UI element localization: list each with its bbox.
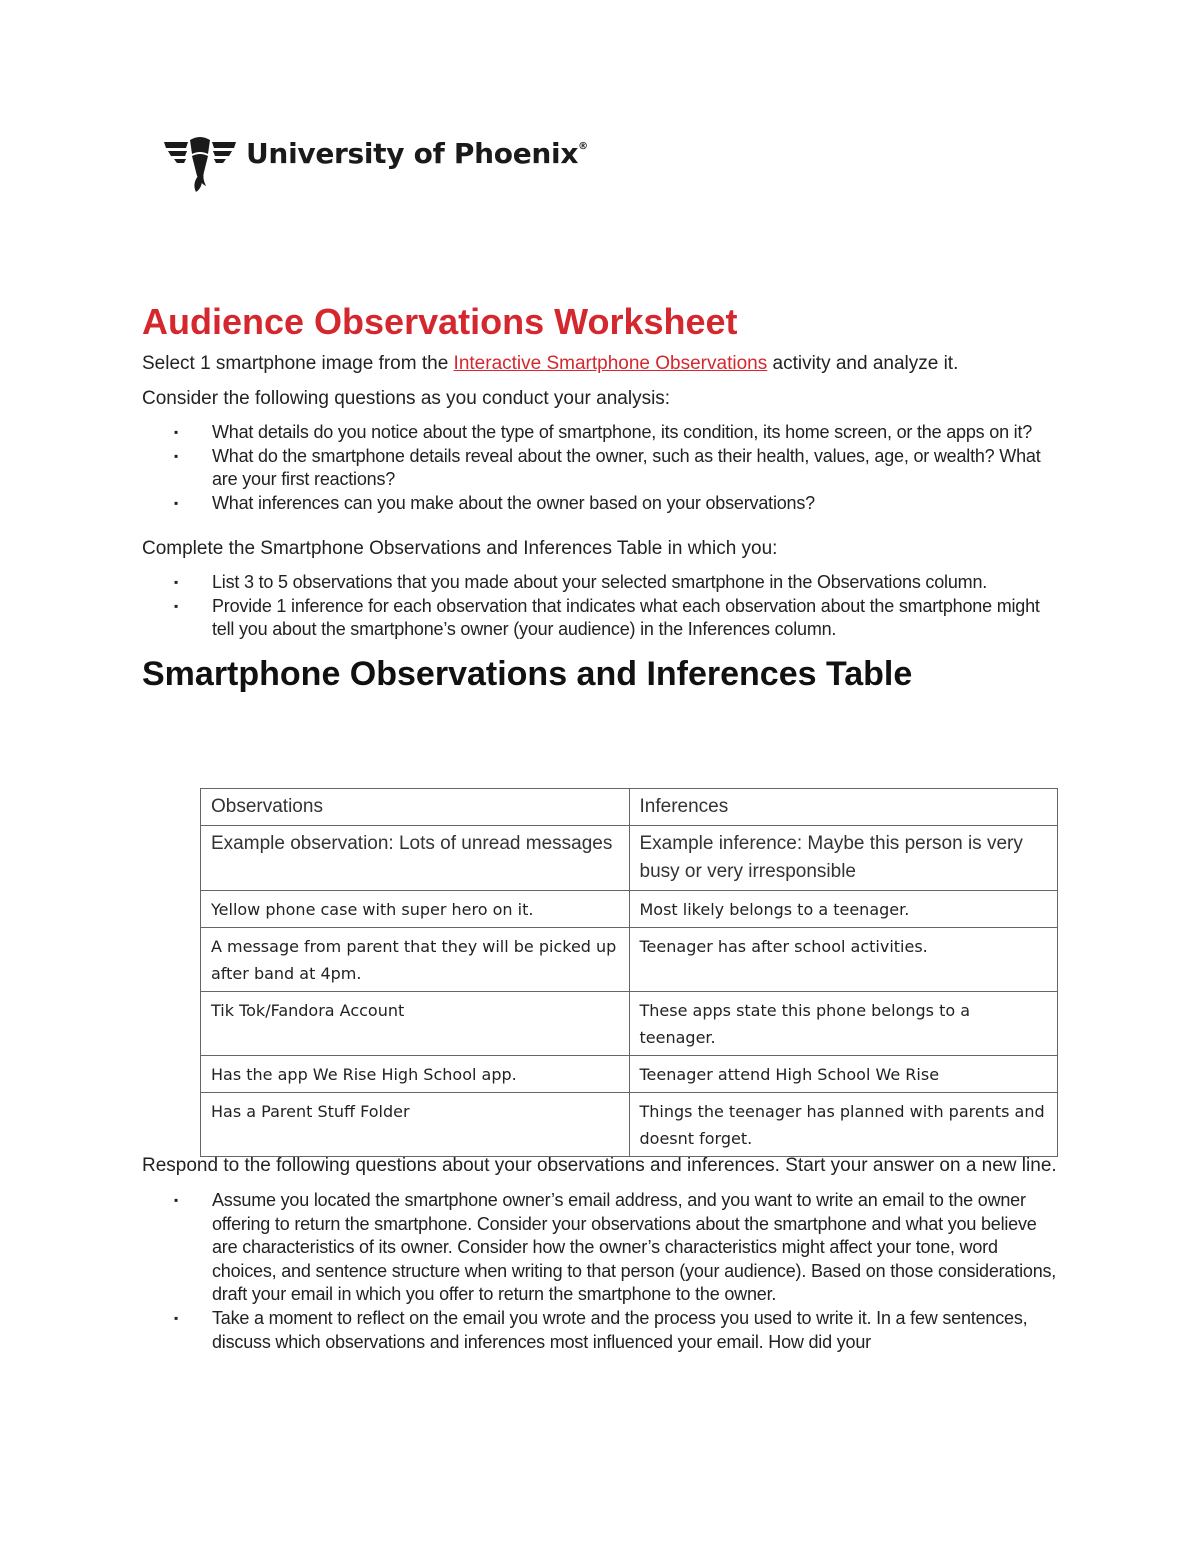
observation-cell[interactable]: Yellow phone case with super hero on it. bbox=[201, 891, 630, 928]
university-logo bbox=[162, 132, 588, 194]
observations-table bbox=[200, 788, 1058, 1157]
inference-cell[interactable]: Things the teenager has planned with parents and doesnt forget. bbox=[629, 1093, 1058, 1157]
header-inferences: Inferences bbox=[629, 789, 1058, 826]
inference-cell[interactable]: These apps state this phone belongs to a teenager. bbox=[629, 992, 1058, 1056]
instructions-list bbox=[142, 571, 1062, 642]
table-row bbox=[201, 1093, 1058, 1157]
observation-cell[interactable]: A message from parent that they will be picked up after band at 4pm. bbox=[201, 928, 630, 992]
table-header-row bbox=[201, 789, 1058, 826]
observation-cell[interactable]: Has the app We Rise High School app. bbox=[201, 1056, 630, 1093]
respond-section bbox=[142, 1154, 1062, 1354]
consider-paragraph: Consider the following questions as you conduct your analysis: bbox=[142, 388, 671, 409]
example-observation: Example observation: Lots of unread messages bbox=[201, 826, 630, 891]
list-item: ▪ What inferences can you make about the owner based on your observations? bbox=[142, 492, 1062, 516]
phoenix-bird-icon bbox=[162, 132, 238, 194]
inference-cell[interactable]: Most likely belongs to a teenager. bbox=[629, 891, 1058, 928]
table-row bbox=[201, 928, 1058, 992]
table-row bbox=[201, 1056, 1058, 1093]
worksheet-intro bbox=[142, 300, 1062, 696]
table-row-example bbox=[201, 826, 1058, 891]
table-row bbox=[201, 992, 1058, 1056]
intro-paragraph: Select 1 smartphone image from the Interactive Smartphone Observations activity and analyze it. bbox=[142, 353, 959, 374]
table-heading: Smartphone Observations and Inferences Table bbox=[142, 654, 913, 693]
inference-cell[interactable]: Teenager has after school activities. bbox=[629, 928, 1058, 992]
header-observations: Observations bbox=[201, 789, 630, 826]
questions-list bbox=[142, 421, 1062, 515]
inference-cell[interactable]: Teenager attend High School We Rise bbox=[629, 1056, 1058, 1093]
list-item: ▪ Provide 1 inference for each observation that indicates what each observation about the smartphone might tell you about the smartphone’s owner (your audience) in the Inferences column. bbox=[142, 595, 1062, 642]
observation-cell[interactable]: Tik Tok/Fandora Account bbox=[201, 992, 630, 1056]
interactive-smartphone-link[interactable]: Interactive Smartphone Observations bbox=[453, 353, 768, 374]
observation-cell[interactable]: Has a Parent Stuff Folder bbox=[201, 1093, 630, 1157]
respond-paragraph: Respond to the following questions about your observations and inferences. Start your answer on a new line. bbox=[142, 1155, 1057, 1176]
respond-list bbox=[142, 1189, 1062, 1354]
list-item: ▪ List 3 to 5 observations that you made about your selected smartphone in the Observations column. bbox=[142, 571, 1062, 595]
list-item: ▪ What do the smartphone details reveal about the owner, such as their health, values, age, or wealth? What are your first reactions? bbox=[142, 445, 1062, 492]
logo-wordmark: University of Phoenix® bbox=[246, 136, 588, 170]
list-item: ▪ What details do you notice about the type of smartphone, its condition, its home screen, or the apps on it? bbox=[142, 421, 1062, 445]
page-title: Audience Observations Worksheet bbox=[142, 301, 738, 342]
list-item: ▪ Assume you located the smartphone owner’s email address, and you want to write an email to the owner offering to return the smartphone. Consider your observations about the smartphone and what you believe are characteristics of its owner. Consider how the owner’s characteristics might affect your tone, word choices, and sentence structure when writing to that person (your audience). Based on those considerations, draft your email in which you offer to return the smartphone to the owner. bbox=[142, 1189, 1062, 1307]
list-item: ▪ Take a moment to reflect on the email you wrote and the process you used to write it. In a few sentences, discuss which observations and inferences most influenced your email. How did your bbox=[142, 1307, 1062, 1354]
table-row bbox=[201, 891, 1058, 928]
complete-paragraph: Complete the Smartphone Observations and Inferences Table in which you: bbox=[142, 538, 778, 559]
example-inference: Example inference: Maybe this person is very busy or very irresponsible bbox=[629, 826, 1058, 891]
